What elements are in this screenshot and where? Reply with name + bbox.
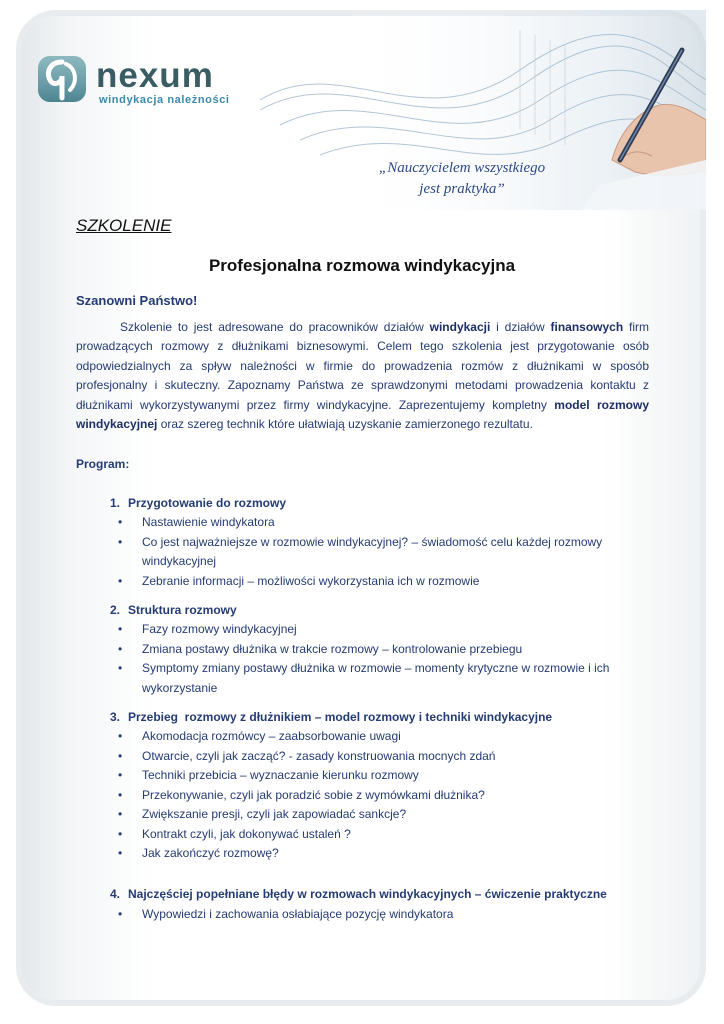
- program-label: Program:: [76, 457, 130, 471]
- page-title: Profesjonalna rozmowa windykacyjna: [208, 256, 516, 275]
- motto-quote: [352, 158, 572, 200]
- intro-bold-1: windykacji: [429, 320, 491, 334]
- list-item-text: Akomodacja rozmówcy – zaabsorbowanie uwagi: [142, 729, 401, 744]
- bullet-icon: •: [118, 729, 123, 744]
- greeting: Szanowni Państwo!: [76, 293, 198, 308]
- program-section: [76, 885, 656, 924]
- intro-text-3: firm prowadzących rozmowy z dłużnikami biznesowymi. Celem tego szkolenia jest przygotowanie osób odpowiedzialnych za spływ należności w firmie do prowadzenia rozmów z dłużnikami w sposób profesjonalny i skuteczny. Zapoznamy Państwa ze sprawdzonymi metodami prowadzenia kontaktu z dłużnikami wykorzystywanymi przez firmy windykacyjne. Zaprezentujemy kompletny: [76, 320, 650, 412]
- list-item-text: Otwarcie, czyli jak zacząć? - zasady konstruowania mocnych zdań: [142, 748, 496, 763]
- intro-paragraph: [76, 318, 649, 434]
- list-item-text: Zebranie informacji – możliwości wykorzystania ich w rozmowie: [142, 573, 480, 588]
- list-item-text: Zmiana postawy dłużnika w trakcie rozmowy – kontrolowanie przebiegu: [142, 641, 523, 656]
- bullet-icon: •: [118, 768, 123, 783]
- list-item: [76, 620, 622, 639]
- list-item: [76, 747, 622, 766]
- bullet-icon: •: [118, 826, 123, 841]
- bullet-icon: •: [118, 534, 123, 549]
- list-item-text: Nastawienie windykatora: [142, 515, 275, 530]
- program-section: [76, 494, 656, 591]
- bullet-icon: •: [118, 573, 123, 588]
- bullet-icon: •: [118, 845, 123, 860]
- section-number: 2.: [109, 603, 120, 618]
- bullet-icon: •: [118, 622, 123, 637]
- list-item: [76, 659, 622, 698]
- brand-name: nexum: [96, 56, 214, 95]
- bullet-icon: •: [118, 748, 123, 763]
- list-item-text: Fazy rozmowy windykacyjnej: [142, 622, 297, 637]
- quote-line-1: „Nauczycielem wszystkiego: [378, 160, 546, 176]
- program-section: [76, 601, 656, 698]
- intro-bold-2: finansowych: [550, 320, 624, 334]
- section-title: Struktura rozmowy: [128, 603, 237, 618]
- list-item-text: Kontrakt czyli, jak dokonywać ustaleń ?: [142, 826, 351, 841]
- list-item: [76, 786, 622, 805]
- section-number: 1.: [109, 496, 120, 510]
- bullet-icon: •: [118, 641, 123, 656]
- program-list: [76, 494, 656, 934]
- list-item-text: Jak zakończyć rozmowę?: [142, 845, 279, 860]
- section-title: Najczęściej popełniane błędy w rozmowach windykacyjnych – ćwiczenie praktyczne: [128, 887, 607, 902]
- list-item: [76, 805, 622, 824]
- list-item: [76, 513, 622, 532]
- list-item: [76, 825, 622, 844]
- intro-text-2: i działów: [490, 320, 551, 334]
- bullet-icon: •: [118, 906, 123, 921]
- list-item-text: Zwiększanie presji, czyli jak zapowiadać sankcje?: [142, 807, 407, 822]
- list-item-text: Przekonywanie, czyli jak poradzić sobie z wymówkami dłużnika?: [142, 787, 485, 802]
- program-section: [76, 708, 656, 863]
- section-title: Przebieg rozmowy z dłużnikiem – model rozmowy i techniki windykacyjne: [128, 710, 553, 725]
- list-item-text: Co jest najważniejsze w rozmowie windykacyjnej? – świadomość celu każdej rozmowy windykacyjnej: [142, 534, 603, 569]
- intro-bold-3: model rozmowy windykacyjnej: [76, 397, 649, 432]
- bullet-icon: •: [118, 515, 123, 530]
- list-item: [76, 844, 622, 863]
- intro-text-4: oraz szereg technik które ułatwiają uzyskanie zamierzonego rezultatu.: [157, 417, 533, 432]
- list-item-text: Wypowiedzi i zachowania osłabiające pozycję windykatora: [142, 906, 454, 921]
- list-item: [76, 533, 622, 572]
- quote-line-2: jest praktyka”: [419, 181, 505, 197]
- list-item: [76, 905, 622, 924]
- section-number: 4.: [109, 887, 120, 902]
- list-item-text: Symptomy zmiany postawy dłużnika w rozmowie – momenty krytyczne w rozmowie i ich wykorzystanie: [142, 661, 610, 695]
- bullet-icon: •: [118, 787, 123, 802]
- list-item: [76, 640, 622, 659]
- bullet-icon: •: [118, 661, 123, 676]
- section-title: Przygotowanie do rozmowy: [128, 496, 287, 510]
- list-item: [76, 572, 622, 591]
- section-number: 3.: [109, 710, 120, 725]
- section-label: SZKOLENIE: [76, 216, 172, 235]
- list-item-text: Techniki przebicia – wyznaczanie kierunku rozmowy: [142, 768, 419, 783]
- list-item: [76, 766, 622, 785]
- list-item: [76, 727, 622, 746]
- brand-tagline: windykacja należności: [99, 94, 230, 106]
- intro-text-1: Szkolenie to jest adresowane do pracowników działów: [120, 320, 430, 334]
- bullet-icon: •: [118, 807, 123, 822]
